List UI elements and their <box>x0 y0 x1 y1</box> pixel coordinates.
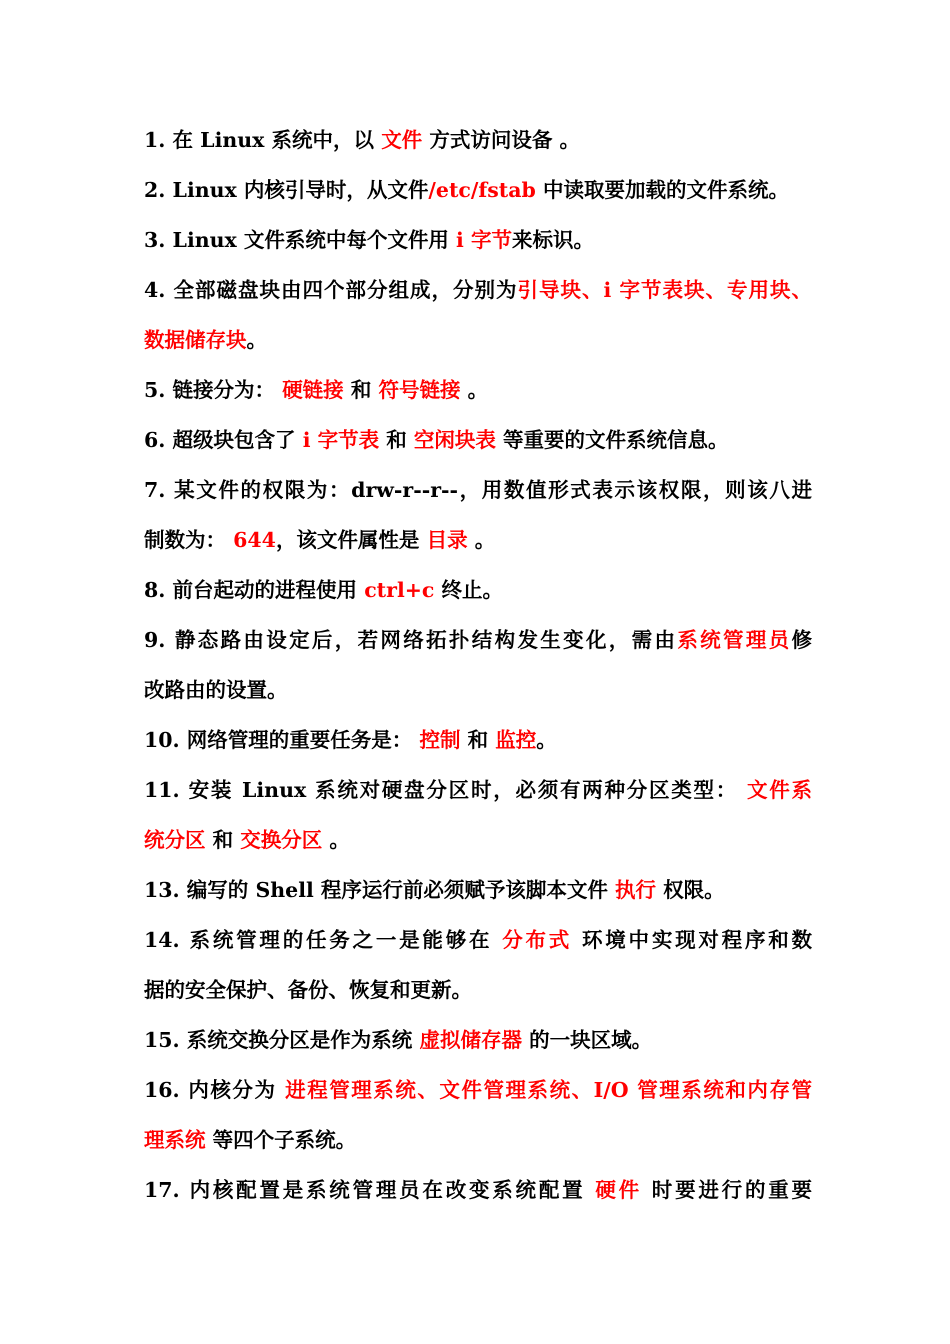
answer-text: 交换分区 <box>240 828 323 852</box>
text-line <box>144 215 812 265</box>
question-text: 等四个子系统。 <box>205 1128 357 1152</box>
question-text: 5. 链接分为： <box>144 378 283 402</box>
answer-text: 引导块、i 字节表块、专用块、 <box>517 278 812 302</box>
question-text: 和 <box>379 428 414 452</box>
text-line <box>144 465 812 515</box>
question-text: 。 <box>460 378 489 402</box>
question-text: 。 <box>246 328 267 352</box>
question-text: 14. 系统管理的任务之一是能够在 <box>144 928 503 952</box>
text-line <box>144 365 812 415</box>
answer-text: 文件系 <box>746 778 812 802</box>
text-line <box>144 615 812 665</box>
text-line <box>144 715 812 765</box>
text-line <box>144 565 812 615</box>
question-text: 来标识。 <box>511 228 594 252</box>
question-text: 和 <box>460 728 496 752</box>
answer-text: 分布式 <box>502 928 573 952</box>
question-text: 时要进行的重要 <box>641 1178 812 1202</box>
answer-text: 虚拟储存器 <box>419 1028 522 1052</box>
question-text: 1. 在 Linux 系统中，以 <box>144 128 382 152</box>
question-text: 的一块区域。 <box>521 1028 653 1052</box>
answer-text: 数据储存块 <box>144 328 247 352</box>
question-text: 等重要的文件系统信息。 <box>495 428 729 452</box>
question-text: ，该文件属性是 <box>275 528 427 552</box>
answer-text: 进程管理系统、文件管理系统、I/O 管理系统和内存管 <box>285 1078 812 1102</box>
question-text: 。 <box>536 728 557 752</box>
question-text: 6. 超级块包含了 <box>144 428 303 452</box>
question-text: 2. Linux 内核引导时，从文件 <box>144 178 429 202</box>
text-line <box>144 765 812 815</box>
question-text: 13. 编写的 Shell 程序运行前必须赋予该脚本文件 <box>144 878 616 902</box>
answer-text: 统分区 <box>144 828 206 852</box>
text-line <box>144 665 812 715</box>
question-text: 11. 安装 Linux 系统对硬盘分区时，必须有两种分区类型： <box>144 778 747 802</box>
question-text: 9. 静态路由设定后，若网络拓扑结构发生变化，需由 <box>144 628 678 652</box>
question-text: 15. 系统交换分区是作为系统 <box>144 1028 420 1052</box>
question-text: 修 <box>791 628 812 652</box>
question-text: 17. 内核配置是系统管理员在改变系统配置 <box>144 1178 596 1202</box>
text-line <box>144 915 812 965</box>
answer-text: 目录 <box>426 528 468 552</box>
answer-text: 控制 <box>419 728 461 752</box>
answer-text: 符号链接 <box>378 378 461 402</box>
answer-text: /etc/fstab <box>428 178 536 202</box>
question-text: 和 <box>343 378 379 402</box>
answer-text: ctrl+c <box>364 578 435 602</box>
answer-text: 硬件 <box>595 1178 642 1202</box>
text-line <box>144 865 812 915</box>
answer-text: 文件 <box>381 128 423 152</box>
question-text: 3. Linux 文件系统中每个文件用 <box>144 228 457 252</box>
question-text: 据的安全保护、备份、恢复和更新。 <box>144 978 472 1002</box>
text-line <box>144 815 812 865</box>
question-text: 8. 前台起动的进程使用 <box>144 578 365 602</box>
question-text: 16. 内核分为 <box>144 1078 286 1102</box>
question-text: 4. 全部磁盘块由四个部分组成，分别为 <box>144 278 518 302</box>
question-text: 环境中实现对程序和数 <box>572 928 812 952</box>
answer-text: i 字节 <box>456 228 512 252</box>
text-line <box>144 965 812 1015</box>
text-line <box>144 265 812 315</box>
answer-text: 理系统 <box>144 1128 206 1152</box>
answer-text: 监控 <box>495 728 537 752</box>
question-text: 7. 某文件的权限为：drw-r--r--，用数值形式表示该权限，则该八进 <box>144 478 812 502</box>
text-line <box>144 515 812 565</box>
question-text: 改路由的设置。 <box>144 678 288 702</box>
question-text: 方式访问设备 。 <box>422 128 580 152</box>
text-line <box>144 315 812 365</box>
text-line <box>144 1165 812 1215</box>
question-text: 权限。 <box>656 878 725 902</box>
text-line <box>144 165 812 215</box>
question-text: 中读取要加载的文件系统。 <box>535 178 789 202</box>
question-text: 和 <box>205 828 241 852</box>
text-line <box>144 115 812 165</box>
text-line <box>144 1015 812 1065</box>
question-text: 制数为： <box>144 528 234 552</box>
question-text: 。 <box>322 828 350 852</box>
text-line <box>144 1115 812 1165</box>
answer-text: 644 <box>233 528 276 552</box>
text-line <box>144 415 812 465</box>
answer-text: 硬链接 <box>282 378 344 402</box>
answer-text: 执行 <box>615 878 657 902</box>
question-text: 10. 网络管理的重要任务是： <box>144 728 420 752</box>
question-text: 。 <box>467 528 496 552</box>
answer-text: 系统管理员 <box>677 628 792 652</box>
answer-text: 空闲块表 <box>413 428 496 452</box>
question-text: 终止。 <box>434 578 504 602</box>
document-body <box>144 115 812 1215</box>
answer-text: i 字节表 <box>302 428 380 452</box>
text-line <box>144 1065 812 1115</box>
